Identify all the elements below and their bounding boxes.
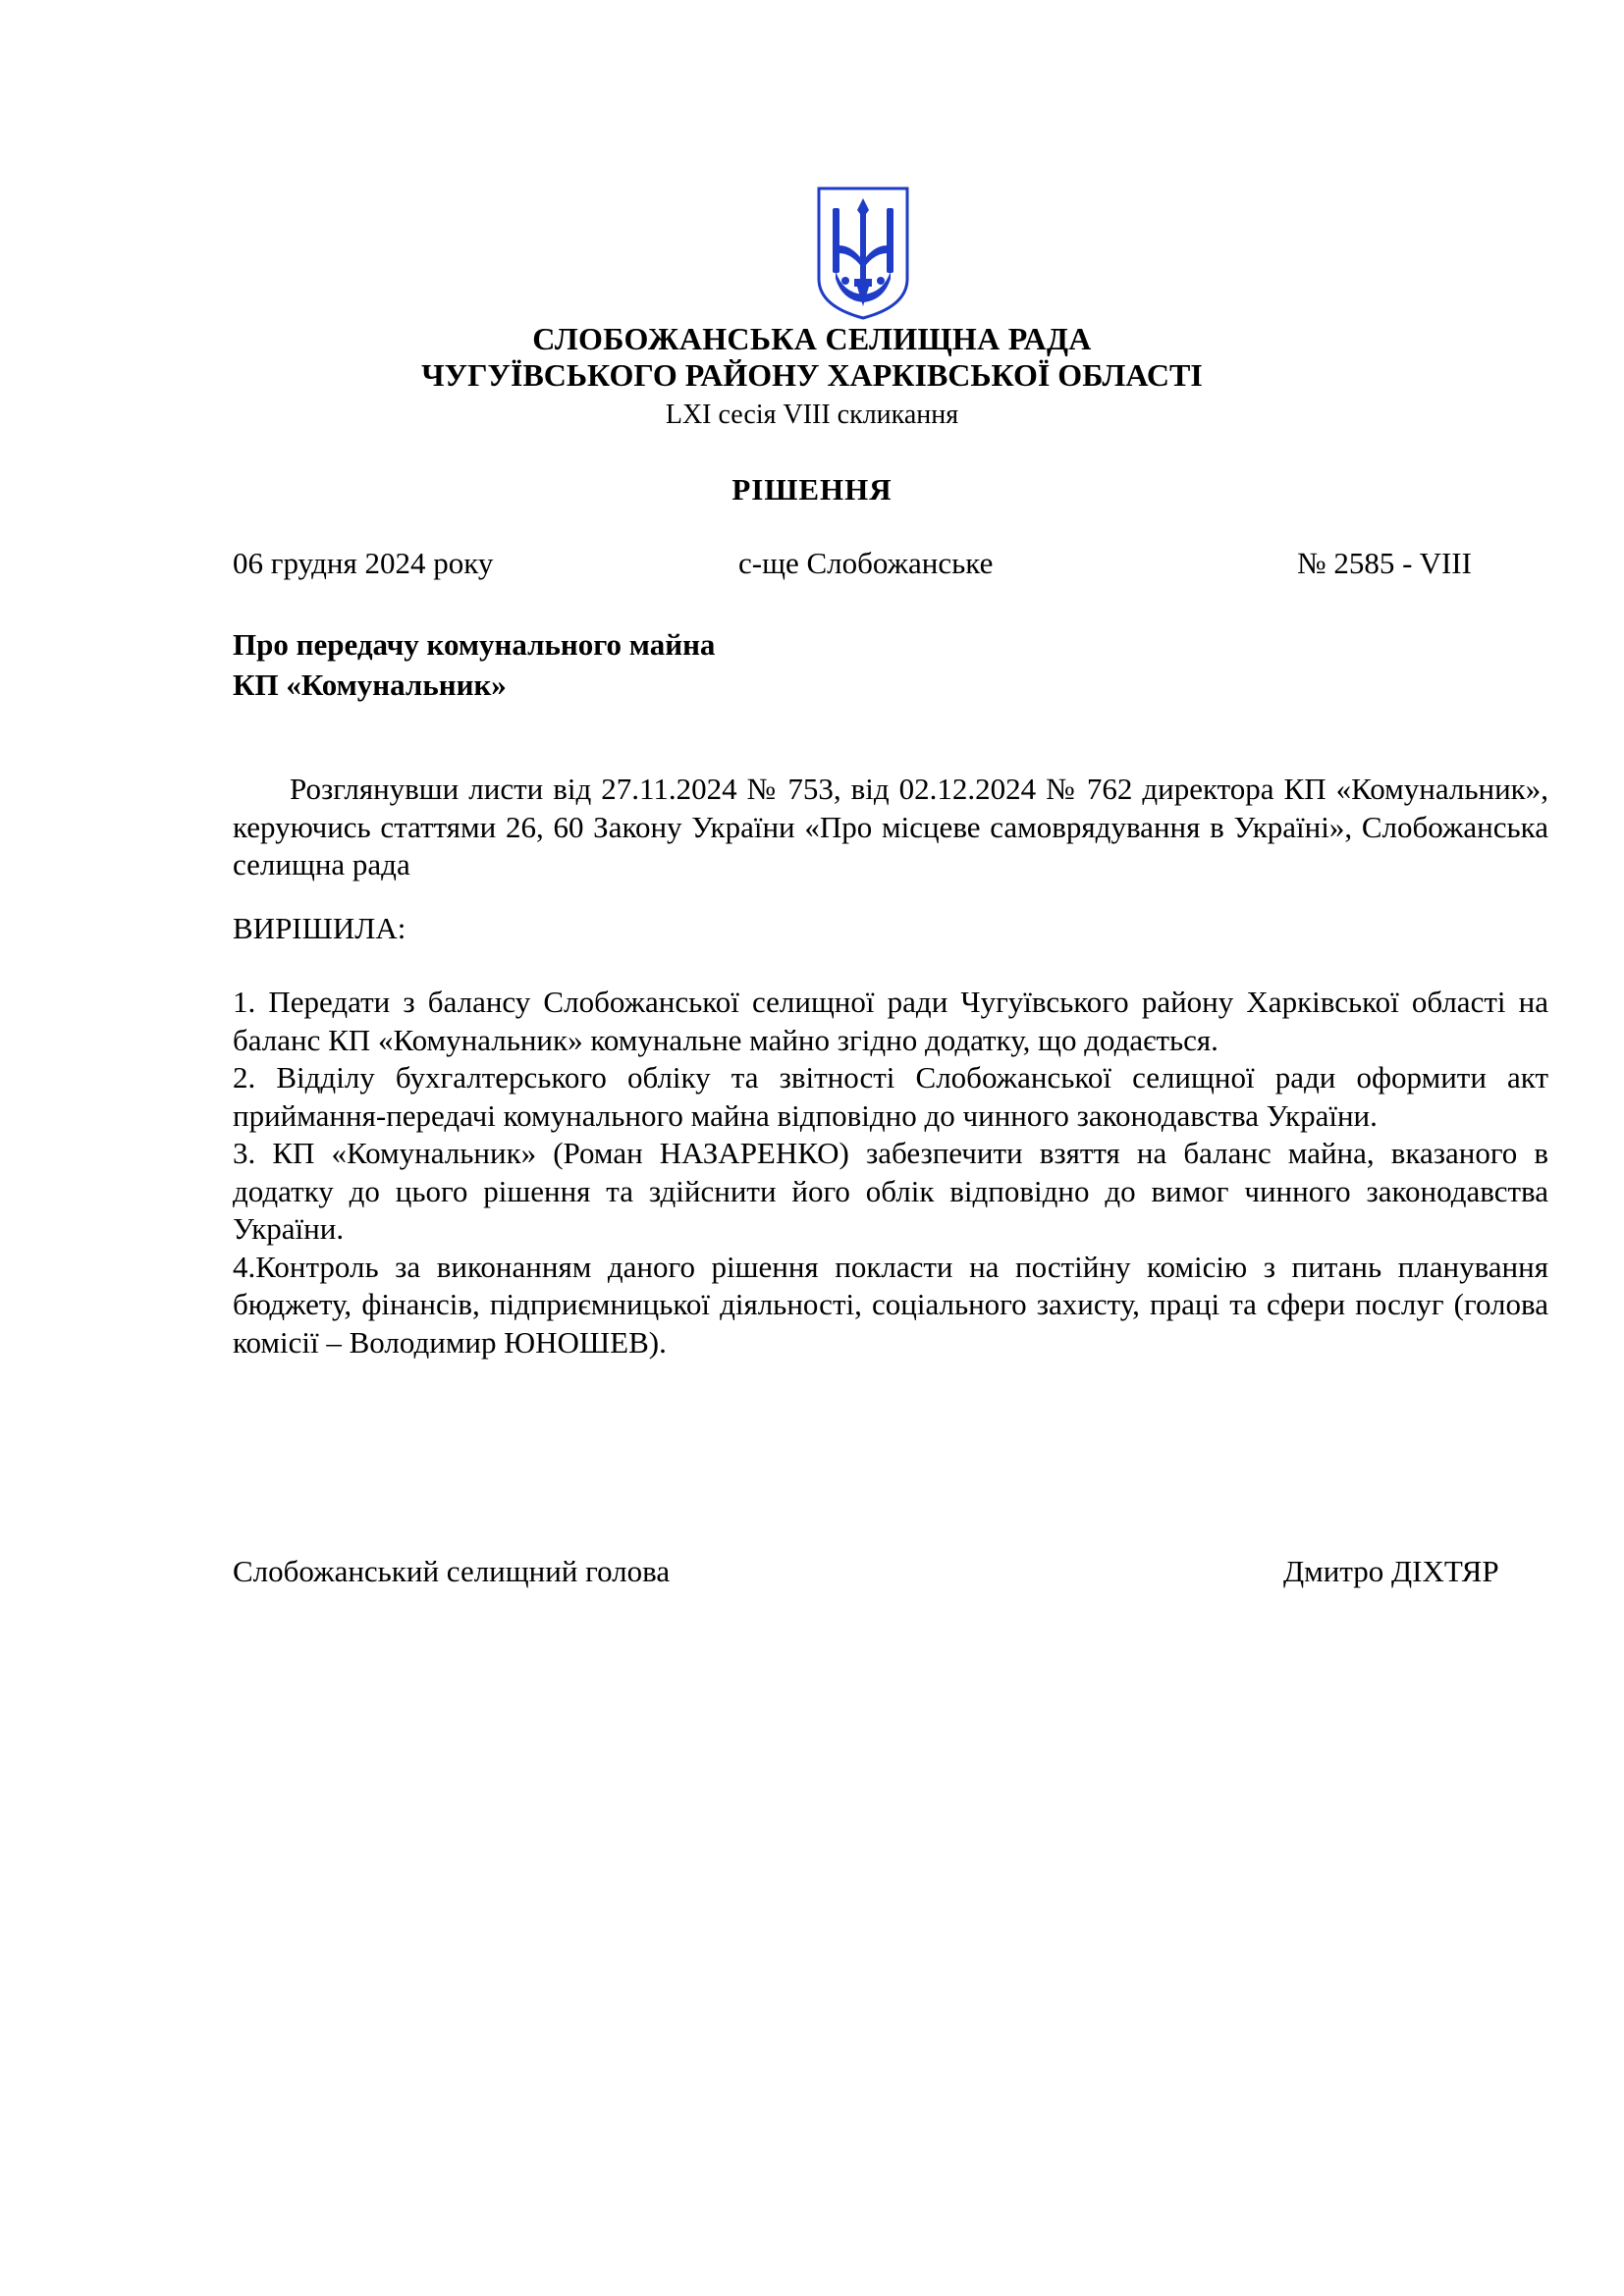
intro-paragraph: Розглянувши листи від 27.11.2024 № 753, від 02.12.2024 № 762 директора КП «Комунальник», керуючись статтями 26, 60 Закону України «Про місцеве самоврядування в Україні», Слобожанська селищна рада [233, 772, 1548, 881]
subject-line: Про передачу комунального майна [233, 627, 716, 662]
decision-item: 4.Контроль за виконанням даного рішення покласти на постійну комісію з питань планування бюджету, фінансів, підприємницької діяльності, соціального захисту, праці та сфери послуг (голова комісії – Володимир ЮНОШЕВ). [233, 1249, 1548, 1360]
decision-place: с-ще Слобожанське [738, 546, 994, 580]
district-title: ЧУГУЇВСЬКОГО РАЙОНУ ХАРКІВСЬКОЇ ОБЛАСТІ [421, 357, 1203, 393]
session-title: LXI сесія VIII скликання [665, 400, 959, 430]
signatory-title: Слобожанський селищний голова [233, 1554, 671, 1588]
resolved-heading: ВИРІШИЛА: [233, 911, 406, 945]
decision-items [233, 984, 1548, 1362]
decision-item: 3. КП «Комунальник» (Роман НАЗАРЕНКО) забезпечити взяття на баланс майна, вказаного в додатку до цього рішення та здійснити його облік відповідно до вимог чинного законодавства України. [233, 1136, 1548, 1246]
ukraine-trident-icon [815, 185, 911, 322]
decision-date: 06 грудня 2024 року [233, 546, 494, 580]
decision-item: 2. Відділу бухгалтерського обліку та звітності Слобожанської селищної ради оформити акт приймання-передачі комунального майна відповідно до чинного законодавства України. [233, 1060, 1548, 1133]
decision-item: 1. Передати з балансу Слобожанської селищної ради Чугуївського району Харківської області на баланс КП «Комунальник» комунальне майно згідно додатку, що додається. [233, 985, 1548, 1057]
document-type-title: РІШЕННЯ [731, 472, 893, 507]
council-title: СЛОБОЖАНСЬКА СЕЛИЩНА РАДА [532, 321, 1092, 356]
decision-subject [233, 624, 715, 705]
decision-number: № 2585 - VIII [1297, 546, 1472, 580]
signatory-name: Дмитро ДІХТЯР [1283, 1554, 1499, 1588]
subject-line: КП «Комунальник» [233, 667, 507, 702]
